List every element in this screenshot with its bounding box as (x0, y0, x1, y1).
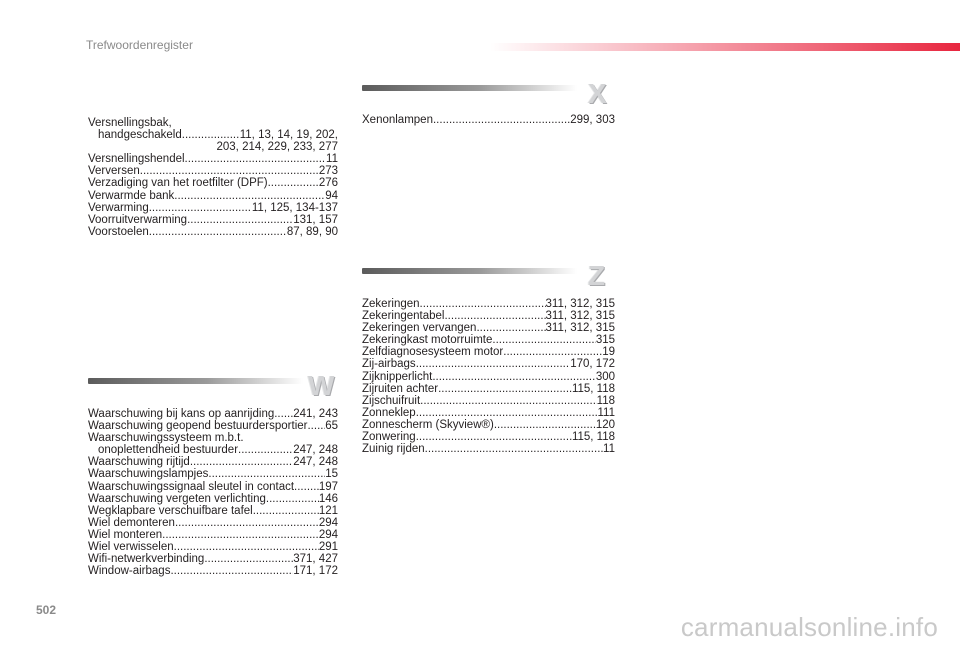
index-entry (88, 117, 338, 129)
index-entry-leader (425, 443, 603, 455)
index-entry-pages: 87, 89, 90 (286, 225, 338, 238)
index-entry-pages: 115, 118 (571, 382, 615, 395)
index-entry (362, 346, 615, 358)
index-entry-term: Voorruitverwarming (88, 213, 188, 226)
index-entry (362, 322, 615, 334)
index-entry-pages: 276 (318, 177, 338, 190)
index-entry-term: Waarschuwing bij kans op aanrijding (88, 408, 275, 420)
index-entry-term: Zonnescherm (Skyview®) (362, 418, 494, 431)
index-entry-pages: 115, 118 (571, 431, 615, 444)
page-number: 502 (36, 603, 57, 617)
index-entry-leader (149, 202, 252, 214)
index-entry-leader (274, 408, 293, 420)
index-entry-pages: 120 (595, 418, 615, 431)
index-entry (88, 226, 338, 238)
index-entry-leader (444, 310, 545, 322)
section-z-divider (362, 268, 577, 274)
index-entry-term: Zij-airbags (362, 358, 416, 371)
index-entry-leader (204, 553, 293, 565)
index-entry (88, 529, 338, 541)
index-entry-leader (175, 517, 319, 529)
section-w-divider (88, 378, 303, 384)
section-z-letter: Z (588, 260, 606, 291)
index-entry-leader (416, 407, 598, 419)
index-section-x (362, 114, 615, 126)
index-entry-pages: 291 (318, 541, 338, 554)
index-entry-pages: 11 (326, 153, 338, 166)
index-entry-leader (503, 346, 602, 358)
index-entry (88, 505, 338, 517)
index-entry (362, 419, 615, 431)
index-entry-term: Waarschuwingssignaal sleutel in contact (88, 480, 295, 493)
index-entry (88, 190, 338, 202)
index-entry (362, 310, 615, 322)
index-entry (88, 481, 338, 493)
index-entry (362, 114, 615, 126)
index-entry (88, 177, 338, 189)
index-entry-pages: 247, 248 (293, 444, 338, 457)
index-entry-term: Zekeringentabel (362, 310, 445, 323)
index-entry-pages: 299, 303 (570, 114, 615, 126)
index-entry-leader (170, 565, 293, 577)
index-entry-term: Zelfdiagnosesysteem motor (362, 346, 504, 359)
index-entry-term: Zekeringkast motorruimte (362, 334, 493, 347)
header-accent-bar (490, 43, 960, 51)
index-entry (88, 444, 338, 456)
index-entry-leader (182, 129, 240, 141)
index-section-w (88, 408, 338, 577)
index-entry-term: Xenonlampen (362, 114, 433, 126)
index-entry-pages: 65 (325, 420, 338, 433)
index-entry (362, 298, 615, 310)
index-entry (88, 541, 338, 553)
index-entry-leader (162, 529, 319, 541)
index-entry-term: Waarschuwing rijtijd (88, 456, 190, 469)
index-entry (362, 383, 615, 395)
index-entry-term: onoplettendheid bestuurder (98, 444, 239, 457)
index-entry-leader (420, 395, 597, 407)
index-entry-leader (476, 322, 545, 334)
index-entry-leader (149, 226, 287, 238)
index-entry-leader (432, 371, 596, 383)
index-entry (88, 153, 338, 165)
index-entry-leader (416, 358, 571, 370)
index-entry-pages: 11 (603, 443, 615, 456)
index-entry (362, 443, 615, 455)
index-entry (88, 165, 338, 177)
index-entry-pages: 94 (325, 189, 338, 202)
index-entry-leader (208, 468, 325, 480)
index-entry-pages: 311, 312, 315 (545, 310, 615, 323)
index-entry-pages: 11, 13, 14, 19, 202, (239, 129, 338, 142)
index-entry-pages: 131, 157 (293, 213, 338, 226)
index-entry-term: Zonwering (362, 431, 416, 444)
index-entry-leader (494, 419, 596, 431)
index-entry-leader (416, 431, 572, 443)
index-entry-pages: 294 (318, 516, 338, 529)
index-entry (88, 202, 338, 214)
index-entry-leader (492, 334, 595, 346)
index-entry-leader (420, 298, 546, 310)
index-entry-pages: 19 (602, 346, 615, 359)
index-entry-term: Waarschuwingslampjes (88, 468, 209, 481)
index-entry-leader (294, 481, 319, 493)
index-entry-leader (187, 214, 293, 226)
index-entry-pages: 247, 248 (293, 456, 338, 469)
index-entry-pages: 15 (325, 468, 338, 481)
index-entry-leader (307, 420, 325, 432)
index-entry-pages: 294 (318, 528, 338, 541)
index-entry-term: Zonneklep (362, 406, 416, 419)
index-entry-pages: 121 (318, 504, 338, 517)
index-entry-term: Zuinig rijden (362, 443, 425, 456)
index-entry (88, 432, 338, 444)
index-entry (362, 371, 615, 383)
index-entry-term: Wiel verwisselen (88, 541, 174, 554)
index-entry-term: handgeschakeld (98, 129, 182, 142)
index-entry (362, 431, 615, 443)
index-entry-leader (174, 190, 325, 202)
index-entry-pages: 171, 172 (293, 565, 338, 578)
index-entry-pages: 118 (596, 394, 615, 407)
index-entry (88, 493, 338, 505)
page-header-title: Trefwoordenregister (86, 38, 193, 52)
index-entry-term: Versnellingshendel (88, 153, 185, 166)
index-entry (88, 408, 338, 420)
index-entry (88, 517, 338, 529)
index-entry-leader (438, 383, 572, 395)
section-x-letter: X (588, 78, 607, 109)
index-entry (88, 141, 338, 153)
index-entry-term: Waarschuwingssysteem m.b.t. (88, 432, 244, 445)
index-entry (88, 553, 338, 565)
index-entry-leader (190, 456, 293, 468)
index-entry-term: Voorstoelen (88, 225, 149, 238)
index-entry-term: Waarschuwing geopend bestuurdersportier (88, 420, 308, 433)
index-entry-leader (140, 165, 319, 177)
index-entry (88, 468, 338, 480)
index-entry-term: Window-airbags (88, 565, 171, 578)
index-entry (88, 456, 338, 468)
index-entry-pages: 146 (318, 492, 338, 505)
index-entry (362, 334, 615, 346)
index-entry-pages: 371, 427 (293, 553, 338, 566)
index-entry-pages: 197 (318, 480, 338, 493)
index-entry (362, 358, 615, 370)
section-w-letter: W (308, 370, 335, 401)
index-entry-term: Verzadiging van het roetfilter (DPF) (88, 177, 268, 190)
index-entry (88, 129, 338, 141)
index-entry-term: Versnellingsbak, (88, 117, 172, 129)
index-entry-term: Zijruiten achter (362, 382, 439, 395)
index-entry-term: Wegklapbare verschuifbare tafel (88, 504, 253, 517)
index-section-v (88, 117, 338, 238)
watermark: carmanualsonline.info (680, 612, 938, 642)
index-entry-term: Verwarming (88, 201, 149, 214)
index-entry-leader (266, 493, 319, 505)
index-entry-leader (433, 114, 570, 126)
index-entry-pages: 241, 243 (293, 408, 338, 420)
index-entry-pages: 311, 312, 315 (545, 298, 615, 310)
index-entry-pages: 273 (318, 165, 338, 178)
index-entry-pages: 311, 312, 315 (545, 322, 615, 335)
index-entry-term: Verversen (88, 165, 140, 178)
index-entry-term: Waarschuwing vergeten verlichting (88, 492, 266, 505)
index-entry (88, 565, 338, 577)
index-entry-pages: 300 (595, 370, 615, 383)
index-entry-term: Zijschuifruit (362, 394, 421, 407)
index-entry-pages: 203, 214, 229, 233, 277 (216, 141, 338, 154)
index-entry-leader (268, 177, 319, 189)
index-entry (88, 420, 338, 432)
index-entry-term: Zekeringen (362, 298, 420, 310)
index-entry-term: Wifi-netwerkverbinding (88, 553, 205, 566)
index-entry-term: Wiel demonteren (88, 516, 175, 529)
index-entry-leader (253, 505, 319, 517)
index-entry (88, 214, 338, 226)
index-entry-leader (238, 444, 293, 456)
index-entry-pages: 315 (595, 334, 615, 347)
index-entry-leader (185, 153, 327, 165)
index-entry-term: Zijknipperlicht (362, 370, 433, 383)
index-entry-pages: 11, 125, 134-137 (251, 201, 338, 214)
section-x-divider (362, 85, 577, 91)
index-entry-pages: 170, 172 (570, 358, 615, 371)
index-entry-term: Wiel monteren (88, 528, 163, 541)
index-entry-term: Zekeringen vervangen (362, 322, 477, 335)
index-entry-pages: 111 (597, 406, 615, 419)
index-entry-leader (174, 541, 319, 553)
index-section-z (362, 298, 615, 455)
index-entry (362, 407, 615, 419)
index-entry (362, 395, 615, 407)
index-entry-term: Verwarmde bank (88, 189, 175, 202)
